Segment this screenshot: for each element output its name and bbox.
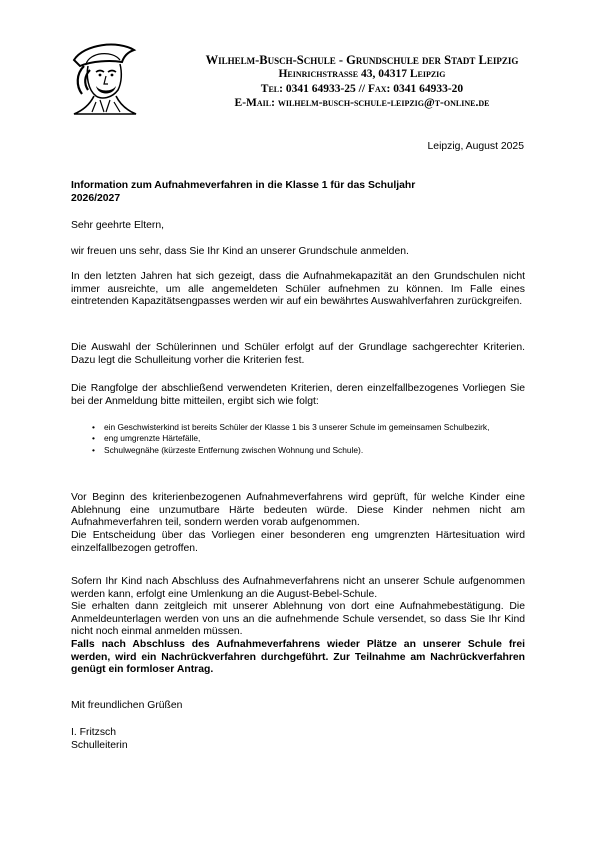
- paragraph-redirect: Sofern Ihr Kind nach Abschluss des Aufnahmeverfahrens nicht an unserer Schule aufgenommen werden kann, erfolgt eine Umlenkung an die August-Bebel-Schule.: [71, 576, 525, 600]
- closing-greeting: Mit freundlichen Grüßen: [71, 700, 183, 711]
- school-address: Heinrichstraße 43, 04317 Leipzig: [278, 68, 446, 80]
- criteria-list: [92, 422, 512, 456]
- signature-name: I. Fritzsch: [71, 727, 117, 738]
- criteria-item: • Schulwegnähe (kürzeste Entfernung zwischen Wohnung und Schule).: [92, 445, 512, 456]
- letter-date: Leipzig, August 2025: [427, 141, 524, 152]
- subject-line: Information zum Aufnahmeverfahren in die Klasse 1 für das Schuljahr 2026/2027: [71, 180, 416, 204]
- school-email: E-Mail: wilhelm-busch-schule-leipzig@t-online.de: [234, 97, 490, 109]
- paragraph-capacity: In den letzten Jahren hat sich gezeigt, dass die Aufnahmekapazität an den Grundschulen nicht immer ausreichte, um alle angemeldeten Schüler aufnehmen zu können. Im Falle eines eintretenden Kapazitätsengpasses werden wir auf ein bewährtes Auswahlverfahren zurückgreifen.: [71, 271, 525, 308]
- signature-block: [71, 727, 525, 752]
- paragraph-ranking: Die Rangfolge der abschließend verwendeten Kriterien, deren einzelfallbezogenes Vorliegen Sie bei der Anmeldung bitte mitteilen, ergibt sich wie folgt:: [71, 383, 525, 407]
- school-phone-fax: Tel: 0341 64933-25 // Fax: 0341 64933-20: [260, 83, 464, 95]
- paragraph-hardship-check: Vor Beginn des kriterienbezogenen Aufnahmeverfahrens wird geprüft, für welche Kinder eine Ablehnung eine unzumutbare Härte bedeuten würde. Diese Kinder nehmen nicht am Aufnahmeverfahren teil, sondern werden vorab aufgenommen.: [71, 492, 525, 529]
- paragraph-confirmation: Sie erhalten dann zeitgleich mit unserer Ablehnung von dort eine Aufnahmebestätigung. Die Anmeldeunterlagen werden von uns an die aufnehmende Schule versendet, so dass Sie Ihr Kind nicht noch einmal anmelden müssen.: [71, 601, 525, 638]
- paragraph-selection: Die Auswahl der Schülerinnen und Schüler erfolgt auf der Grundlage sachgerechter Kriterien. Dazu legt die Schulleitung vorher die Kriterien fest.: [71, 342, 525, 366]
- school-name: Wilhelm-Busch-Schule - Grundschule der Stadt Leipzig: [205, 53, 519, 67]
- paragraph-hardship-decision: Die Entscheidung über das Vorliegen einer besonderen eng umgrenzten Härtesituation wird einzelfallbezogen getroffen.: [71, 530, 525, 554]
- signature-role: Schulleiterin: [71, 739, 128, 751]
- criteria-item: • eng umgrenzte Härtefälle,: [92, 433, 512, 444]
- school-logo-portrait-icon: [66, 40, 142, 116]
- salutation: Sehr geehrte Eltern,: [71, 220, 164, 231]
- criteria-item: • ein Geschwisterkind ist bereits Schüler der Klasse 1 bis 3 unserer Schule im gemeinsamen Schulbezirk,: [92, 422, 512, 433]
- paragraph-intro: wir freuen uns sehr, dass Sie Ihr Kind an unserer Grundschule anmelden.: [71, 246, 409, 257]
- paragraph-waitlist: Falls nach Abschluss des Aufnahmeverfahrens wieder Plätze an unserer Schule frei werden, wird ein Nachrückverfahren durchgeführt. Zur Teilnahme am Nachrückverfahren genügt ein formloser Antrag.: [71, 639, 525, 676]
